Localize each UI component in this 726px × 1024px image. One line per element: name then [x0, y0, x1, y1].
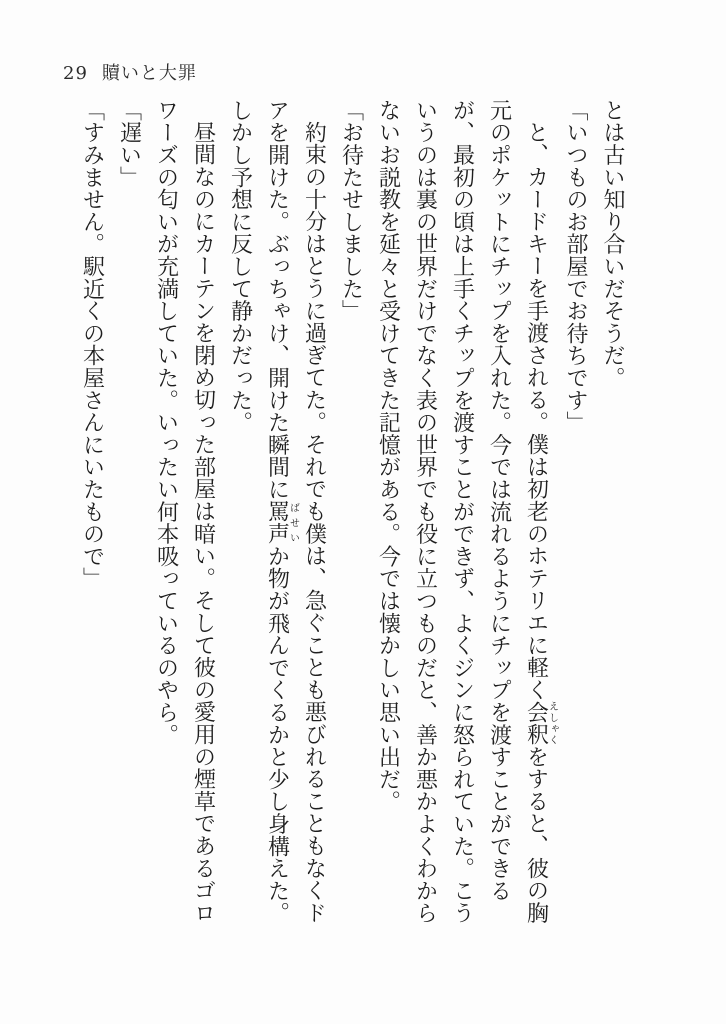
ruby-annotated-word: 会釈えしゃく [523, 700, 558, 746]
paragraph: とは古い知り合いだそうだ。 [600, 99, 625, 389]
ruby-annotated-word: 罵声ばせい [264, 500, 299, 546]
paragraph: 「いつものお部屋でお待ちです」 [563, 99, 588, 434]
page-number: 29 [63, 63, 88, 84]
paragraph: 「遅い」 [116, 99, 142, 189]
text-block [74, 99, 632, 940]
paragraph: と、カードキーを手渡される。僕は初老のホテリエに軽く会釈えしゃくをすると、彼の胸元のポケットにチップを入れた。今では流れるようにチップを渡すことができるが、最初の頃は上手くチップを渡すことができず、よくジンに怒られていた。こういうのは裏の世界だけでなく表の世界でも役に立つものだと、善か悪かよくわからないお説教を延々と受けてきた記憶がある。今では懐かしい思い出だ。 [375, 99, 558, 925]
paragraph: 約束の十分はとうに過ぎてた。それでも僕は、急ぐことも悪びれることもなくドアを開けた。ぶっちゃけ、開けた瞬間に罵声ばせいか物が飛んでくるかと少し身構えた。しかし予想に反して静かだった。 [227, 99, 327, 925]
running-title: 贖いと大罪 [101, 63, 197, 84]
paragraph: 「お待たせしました」 [338, 99, 364, 322]
page-header [63, 59, 197, 85]
paragraph: 昼間なのにカーテンを閉め切った部屋は暗い。そして彼の愛用の煙草であるゴロワーズの匂いが充満していた。いったい何本吸っているのやら。 [153, 99, 216, 924]
paragraph: 「すみません。駅近くの本屋さんにいたもので」 [79, 99, 105, 590]
